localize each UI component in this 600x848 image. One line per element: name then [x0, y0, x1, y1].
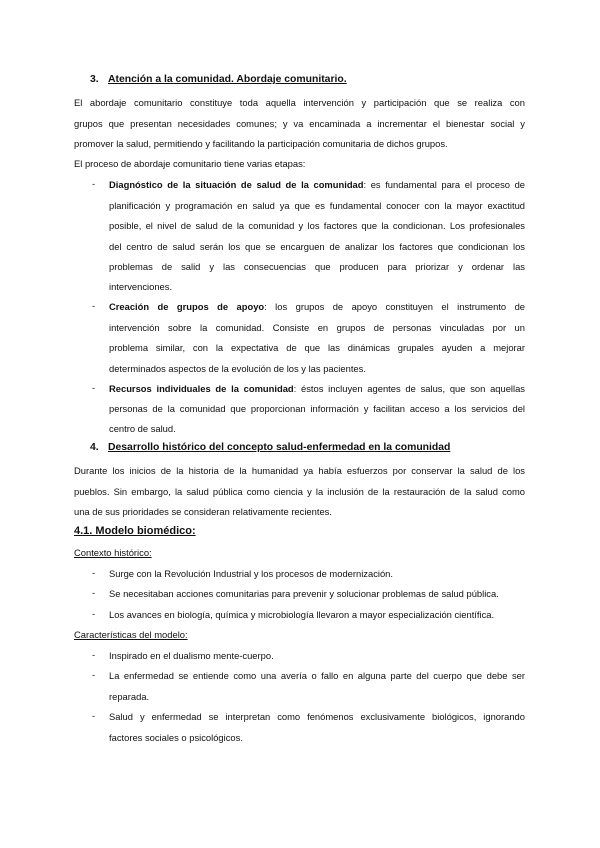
section-3-title: Atención a la comunidad. Abordaje comunitario.	[108, 74, 347, 85]
list-item-term: Creación de grupos de apoyo	[109, 301, 265, 312]
feature-item-line: reparada.	[109, 691, 150, 702]
list-item-line: intervención sobre la comunidad. Consiste en grupos de personas vinculadas por un	[109, 322, 525, 333]
bullet-dash: -	[92, 710, 96, 721]
section-4-intro-line: Durante los inicios de la historia de la humanidad ya había esfuerzos por conservar la salud de los	[74, 465, 525, 476]
section-4-heading	[90, 442, 450, 453]
bullet-dash: -	[92, 567, 96, 578]
bullet-dash: -	[92, 669, 96, 680]
section-4-intro-line: pueblos. Sin embargo, la salud pública como ciencia y la inclusión de la restauración de la salud como	[74, 486, 525, 497]
section-3-number: 3.	[90, 74, 99, 85]
bullet-dash: -	[92, 300, 96, 311]
list-item-line: problemas de salid y las consecuencias que producen para priorizar y ordenar las	[109, 261, 525, 272]
list-item-line: determinados aspectos de la evolución de los y las pacientes.	[109, 363, 366, 374]
list-item-line: personas de la comunidad que proporcionan información y facilitan acceso a los servicios del	[109, 403, 525, 414]
list-item-first-line	[109, 300, 525, 313]
context-heading: Contexto histórico:	[74, 547, 152, 558]
feature-item-line: La enfermedad se entiende como una avería o fallo en alguna parte del cuerpo que debe ser	[109, 670, 525, 681]
list-item-line: intervenciones.	[109, 281, 173, 292]
list-item-text: : los grupos de apoyo constituyen el instrumento de	[264, 301, 525, 312]
context-item: Surge con la Revolución Industrial y los procesos de modernización.	[109, 568, 394, 579]
feature-item-line: factores sociales o psicológicos.	[109, 732, 243, 743]
bullet-dash: -	[92, 382, 96, 393]
list-item-line: posible, el nivel de salud de la comunidad y los factores que la condicionan. Los profesionales	[109, 220, 525, 231]
feature-item-line: Salud y enfermedad se interpretan como fenómenos exclusivamente biológicos, ignorando	[109, 711, 525, 722]
list-item-term: Diagnóstico de la situación de salud de la comunidad	[109, 179, 364, 190]
bullet-dash: -	[92, 608, 96, 619]
list-item-line: del centro de salud serán los que se encarguen de analizar los factores que condicionan los	[109, 241, 525, 252]
section-3-intro-line: El abordaje comunitario constituye toda aquella intervención y participación que se realiza con	[74, 97, 525, 108]
stages-intro: El proceso de abordaje comunitario tiene varias etapas:	[74, 158, 306, 169]
features-heading: Características del modelo:	[74, 629, 188, 640]
section-3-intro-line: promover la salud, permitiendo y facilitando la participación comunitaria de dichos grupos.	[74, 138, 448, 149]
list-item-line: problema similar, con la expectativa de que las dinámicas grupales ayuden a mejorar	[109, 342, 525, 353]
list-item-text: : éstos incluyen agentes de salus, que son aquellas	[293, 383, 525, 394]
list-item-term: Recursos individuales de la comunidad	[109, 383, 294, 394]
list-item-first-line	[109, 178, 525, 191]
section-4-intro-line: una de sus prioridades se consideran relativamente recientes.	[74, 506, 332, 517]
section-4-title: Desarrollo histórico del concepto salud-enfermedad en la comunidad	[108, 442, 451, 453]
section-4-number: 4.	[90, 442, 99, 453]
context-item: Se necesitaban acciones comunitarias para prevenir y solucionar problemas de salud pública.	[109, 588, 499, 599]
bullet-dash: -	[92, 649, 96, 660]
list-item-line: centro de salud.	[109, 423, 176, 434]
subsection-heading: 4.1. Modelo biomédico:	[74, 525, 196, 537]
bullet-dash: -	[92, 587, 96, 598]
section-3-intro-line: grupos que presentan necesidades comunes; y va encaminada a incrementar el bienestar social y	[74, 118, 525, 129]
context-item: Los avances en biología, química y microbiología llevaron a mayor especialización científica.	[109, 609, 495, 620]
bullet-dash: -	[92, 178, 96, 189]
feature-item-line: Inspirado en el dualismo mente-cuerpo.	[109, 650, 274, 661]
list-item-first-line	[109, 382, 525, 395]
list-item-line: planificación y programación en salud ya que es fundamental conocer con la mayor exactitud	[109, 200, 525, 211]
list-item-text: : es fundamental para el proceso de	[363, 179, 525, 190]
section-3-heading	[90, 74, 347, 85]
